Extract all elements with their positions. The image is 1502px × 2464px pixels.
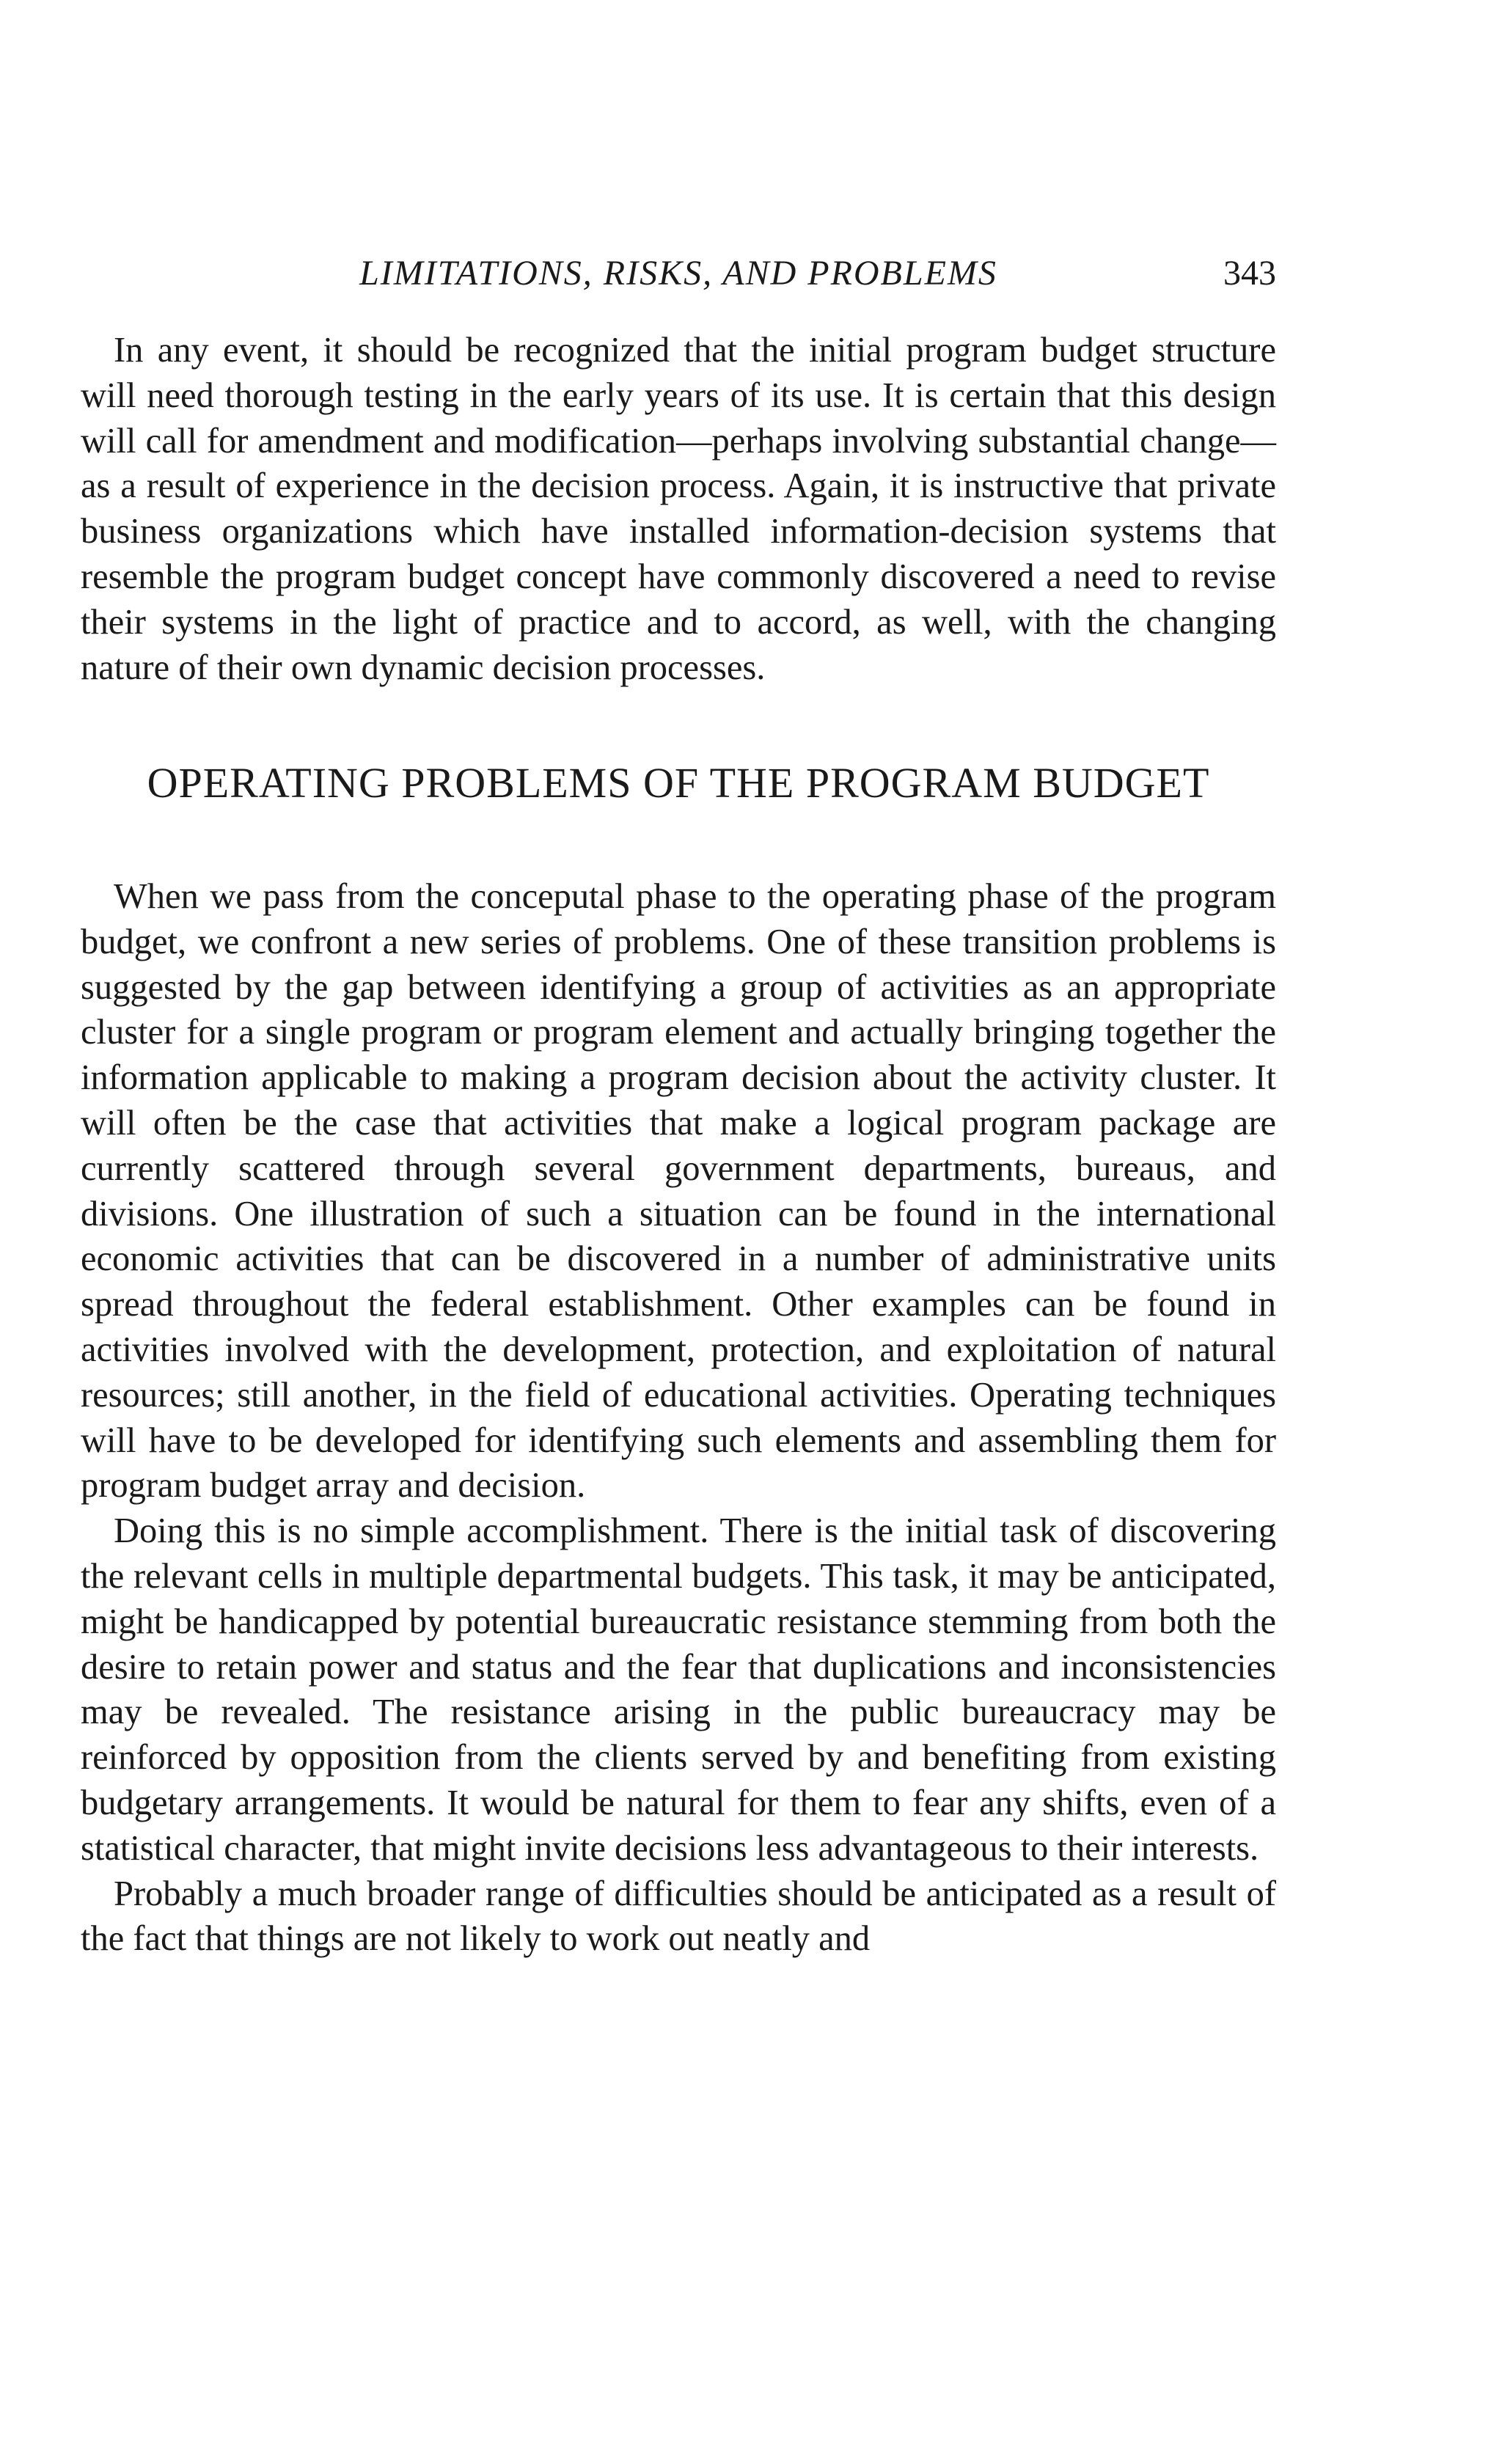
paragraph: When we pass from the conceputal phase to the operating phase of the program budget, we confront a new series of problems. One of these transition problems is suggested by the gap between identifying a group of activities as an appropriate cluster for a single program or program element and actually bringing together the information applicable to making a program decision about the activity cluster. It will often be the case that activities that make a logical program package are currently scattered through several government departments, bureaus, and divisions. One illustration of such a situation can be found in the international economic activities that can be discovered in a number of administrative units spread throughout the federal establishment. Other examples can be found in activities involved with the development, protection, and exploitation of natural resources; still another, in the field of educational activities. Operating techniques will have to be developed for identifying such elements and assembling them for program budget array and decision. — [81, 877, 1276, 1506]
section-text-block — [81, 874, 1276, 1962]
page-number: 343 — [1223, 254, 1276, 293]
paragraph: Doing this is no simple accomplishment. There is the initial task of discovering the relevant cells in multiple departmental budgets. This task, it may be anticipated, might be handicapped by potential bureaucratic resistance stemming from both the desire to retain power and status and the fear that duplications and inconsistencies may be revealed. The resistance arising in the public bureaucracy may be reinforced by opposition from the clients served by and benefiting from existing budgetary arrangements. It would be natural for them to fear any shifts, even of a statistical character, that might invite decisions less advantageous to their interests. — [81, 1511, 1276, 1868]
running-title: LIMITATIONS, RISKS, AND PROBLEMS — [359, 254, 997, 293]
paragraph: In any event, it should be recognized that the initial program budget structure will need thorough testing in the early years of its use. It is certain that this design will call for amendment and modification—perhaps involving substantial change—as a result of experience in the decision process. Again, it is instructive that private business organizations which have installed information-decision systems that resemble the program budget concept have commonly discovered a need to revise their systems in the light of practice and to accord, as well, with the changing nature of their own dynamic decision processes. — [81, 331, 1276, 687]
running-head — [81, 248, 1276, 299]
paragraph: Probably a much broader range of difficulties should be anticipated as a result of the fact that things are not likely to work out neatly and — [81, 1874, 1276, 1959]
section-heading: OPERATING PROBLEMS OF THE PROGRAM BUDGET — [147, 759, 1210, 807]
opening-text-block — [81, 328, 1276, 690]
